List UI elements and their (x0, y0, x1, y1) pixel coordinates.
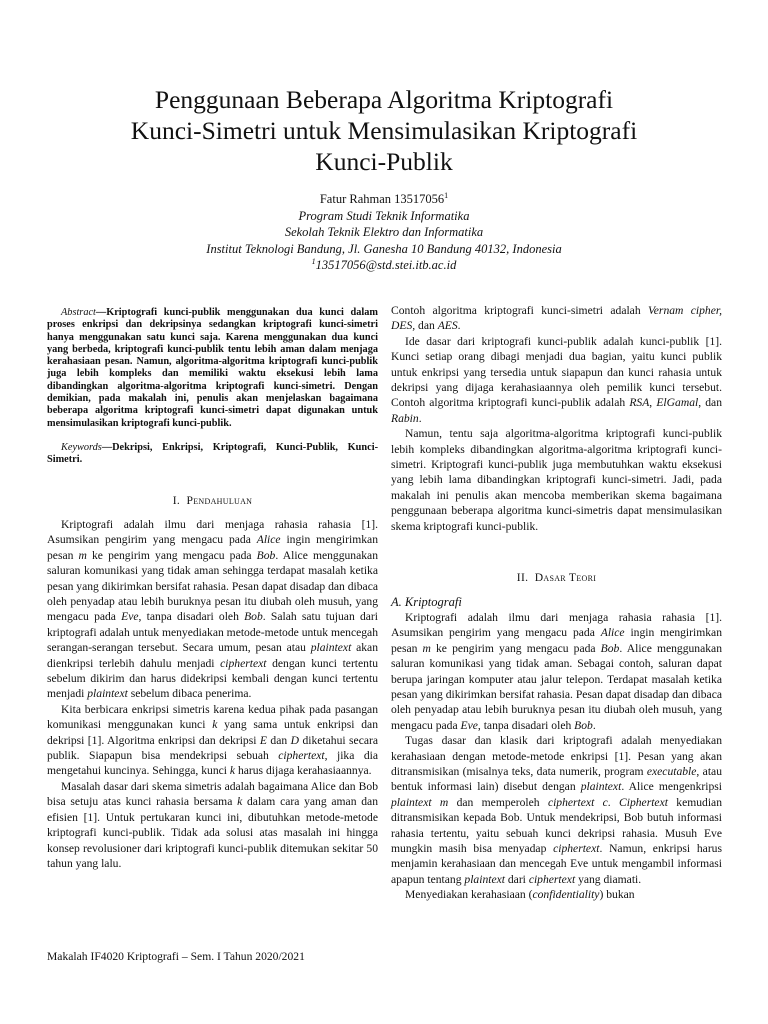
paper-title (40, 84, 728, 177)
title-line: Kunci-Simetri untuk Mensimulasikan Kriptografi (130, 116, 638, 145)
section-heading-theory: II. Dasar Teori (516, 571, 597, 585)
paragraph: Kita berbicara enkripsi simetris karena kedua pihak pada pasangan komunikasi menggunakan kunci k yang sama untuk enkripsi dan dekripsi [1]. Algoritma enkripsi dan dekripsi E dan D diketahui secara publik. Siapapun bisa mendekripsi sebuah ciphertext, jika dia mengetahui kuncinya. Sehingga, kunci k harus dijaga kerahasiaannya. (47, 702, 379, 778)
paragraph: Contoh algoritma kriptografi kunci-simetri adalah Vernam cipher, DES, dan AES. (391, 304, 722, 333)
affiliation-school: Sekolah Teknik Elektro dan Informatika (284, 225, 484, 239)
author-name: Fatur Rahman 13517056$^1$ (319, 191, 449, 206)
subsection-heading: A. Kriptografi (391, 594, 462, 609)
paragraph: Namun, tentu saja algoritma-algoritma kriptografi kunci-publik lebih kompleks dibandingkan algoritma-algoritma kriptografi kunci-simetri. Kriptografi kunci-publik juga membutuhkan waktu eksekusi yang lebih lama dibandingkan kriptografi kunci-simetri. Jadi, pada makalah ini penulis akan mencoba memberikan skema bagaimana penggunaan beberapa algoritma kunci-simetris dapat mensimulasikan skema kriptografi kunci-publik. (391, 427, 722, 533)
page-footer: Makalah IF4020 Kriptografi – Sem. I Tahun 2020/2021 (47, 950, 305, 963)
affiliation-institute: Institut Teknologi Bandung, Jl. Ganesha 10 Bandung 40132, Indonesia (206, 241, 562, 256)
right-column (391, 303, 722, 903)
affiliation-program: Program Studi Teknik Informatika (298, 208, 470, 223)
title-line: Kunci-Publik (315, 147, 453, 176)
author-email: $^1$13517056@std.stei.itb.ac.id (311, 257, 457, 272)
paragraph: Ide dasar dari kriptografi kunci-publik adalah kunci-publik [1]. Kunci setiap orang dibagi menjadi dua bagian, yaitu kunci publik untuk enkripsi yang tersedia untuk siapapun dan kunci rahasia untuk dekripsi yang dijaga kerahasiaannya oleh pemilik kunci tersebut. Contoh algoritma kriptografi kunci-publik adalah RSA, ElGamal, dan Rabin. (391, 334, 722, 425)
author-block (40, 191, 728, 274)
paragraph: Menyediakan kerahasiaan (confidentiality) bukan (405, 888, 635, 902)
paragraph: Kriptografi adalah ilmu dari menjaga rahasia rahasia [1]. Asumsikan pengirim yang mengacu pada Alice ingin mengirimkan pesan m ke pengirim yang mengacu pada Bob. Alice menggunakan saluran komunikasi yang tidak aman sehingga terdapat masalah ketika pesan yang dikirimkan bersifat rahasia. Pesan dapat disadap dan dibaca oleh penyadap atau lebih buruknya pesan itu diubah oleh musuh, yang mengacu pada Eve, tanpa disadari oleh Bob. Salah satu tujuan dari kriptografi adalah untuk menyediakan metode-metode untuk mencegah serangan-serangan tersebut. Secara umum, pesan atau plaintext akan dienkripsi terlebih dahulu menjadi ciphertext dengan kunci tertentu sebelum dikirim dan harus didekripsi kembali dengan kunci tertentu menjadi plaintext sebelum dibaca penerima. (47, 517, 378, 701)
paragraph: Masalah dasar dari skema simetris adalah bagaimana Alice dan Bob bisa setuju atas kunci rahasia bersama k dalam cara yang aman dan efisien [1]. Untuk pertukaran kunci ini, dibutuhkan metode-metode kriptografi kunci-publik. Tidak ada solusi atas masalah ini hingga konsep revolusioner dari kriptografi kunci-publik ditemukan sekitar 50 tahun yang lalu. (47, 779, 378, 870)
paragraph: Tugas dasar dan klasik dari kriptografi adalah menyediakan kerahasiaan dengan metode-metode enkripsi [1]. Pesan yang akan ditransmisikan (misalnya teks, data numerik, program executable, atau bentuk informasi lain) disebut dengan plaintext. Alice mengenkripsi plaintext m dan memperoleh ciphertext c. Ciphertext kemudian ditransmisikan kepada Bob. Untuk mendekripsi, Bob butuh informasi rahasia tertentu, yaitu sebuah kunci dekripsi rahasia. Musuh Eve mungkin masih bisa menyadap ciphertext. Namun, enkripsi harus menjamin kerahasiaan dan mencegah Eve untuk mengambil informasi apapun tentang plaintext dari ciphertext yang diamati. (391, 734, 722, 886)
title-line: Penggunaan Beberapa Algoritma Kriptografi (154, 85, 614, 114)
paragraph: Kriptografi adalah ilmu dari menjaga rahasia rahasia [1]. Asumsikan pengirim yang mengacu pada Alice ingin mengirimkan pesan m ke pengirim yang mengacu pada Bob. Alice menggunakan saluran komunikasi yang tidak aman. Sebagai contoh, saluran dapat berupa jaringan komputer atau jalur telepon. Terdapat masalah ketika pesan yang dikirimkan bersifat rahasia. Pesan dapat disadap dan dibaca oleh penyadap atau lebih buruknya pesan itu diubah oleh musuh, yang mengacu pada Eve, tanpa disadari oleh Bob. (391, 610, 722, 732)
abstract: Abstract—Kriptografi kunci-publik menggunakan dua kunci dalam proses enkripsi dan dekripsinya sedangkan kriptografi kunci-simetri hanya menggunakan satu kunci saja. Karena menggunakan dua kunci yang berbeda, kriptografi kunci-publik tentu lebih aman dalam menjaga kerahasiaan pesan. Namun, algoritma-algoritma kriptografi kunci-publik juga lebih kompleks dan memiliki waktu eksekusi lebih lama dibandingkan algoritma-algoritma kriptografi kunci-simetri. Dengan demikian, pada makalah ini, penulis akan menjelaskan bagaimana beberapa algoritma kriptografi kunci-simetri dapat digunakan untuk mensimulasikan kriptografi kunci-publik. (47, 307, 378, 429)
section-heading-introduction: I. Pendahuluan (172, 493, 253, 507)
left-column (47, 303, 378, 871)
keywords: Keywords—Dekripsi, Enkripsi, Kriptografi, Kunci-Publik, Kunci-Simetri. (47, 441, 378, 466)
